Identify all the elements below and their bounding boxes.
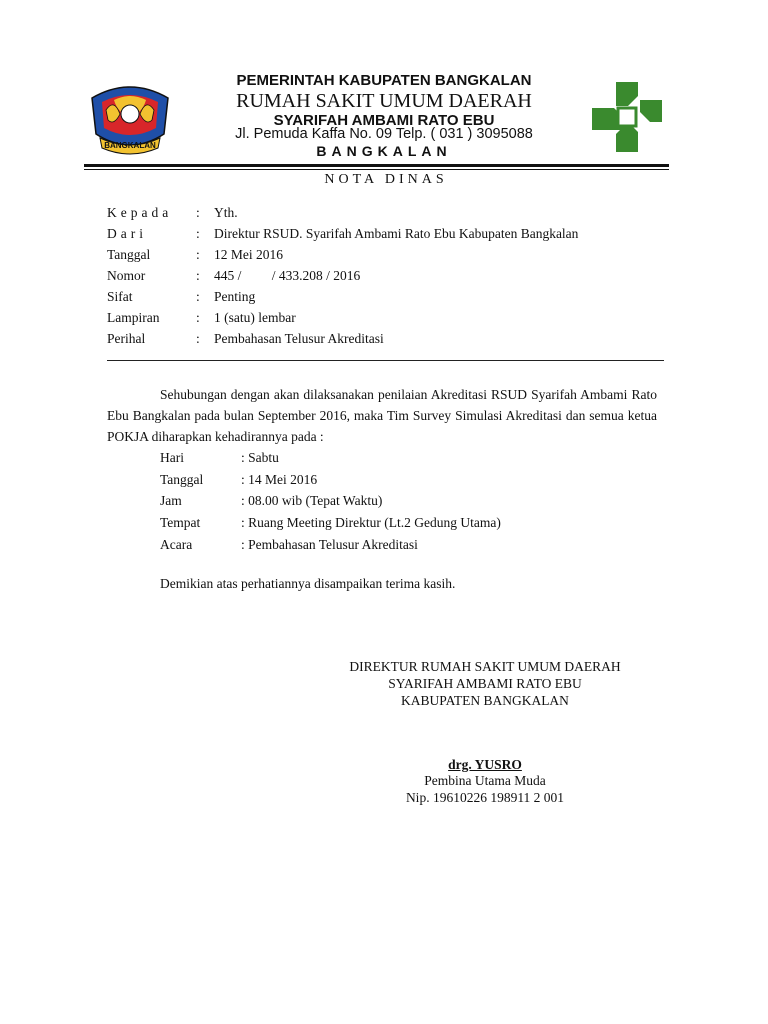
header-value: Direktur RSUD. Syarifah Ambami Rato Ebu Kabupaten Bangkalan: [214, 226, 579, 241]
header-value: 445 / / 433.208 / 2016: [214, 268, 361, 283]
detail-value: : 08.00 wib (Tepat Waktu): [241, 493, 383, 508]
header-value: Pembahasan Telusur Akreditasi: [214, 331, 384, 346]
detail-label: Hari: [160, 450, 184, 465]
detail-label: Tempat: [160, 515, 201, 530]
header-value: 12 Mei 2016: [214, 247, 283, 262]
health-cross-logo-icon: [588, 78, 666, 156]
letterhead-hospital-name: SYARIFAH AMBAMI RATO EBU: [273, 112, 495, 129]
detail-label: Tanggal: [160, 472, 204, 487]
header-label: Perihal: [107, 331, 146, 346]
signature-title-1: DIREKTUR RUMAH SAKIT UMUM DAERAH: [349, 659, 621, 674]
header-label: Tanggal: [107, 247, 151, 262]
detail-value: : 14 Mei 2016: [241, 472, 318, 487]
closing-sentence: Demikian atas perhatiannya disampaikan terima kasih.: [160, 576, 456, 591]
letterhead-rule-thin: [84, 169, 669, 170]
crest-banner-text: BANGKALAN: [104, 141, 156, 150]
letterhead-government: PEMERINTAH KABUPATEN BANGKALAN: [236, 72, 532, 89]
header-value: Penting: [214, 289, 256, 304]
signatory-rank: Pembina Utama Muda: [424, 773, 546, 788]
bangkalan-crest-icon: [84, 80, 176, 158]
detail-value: : Sabtu: [241, 450, 279, 465]
header-label: Lampiran: [107, 310, 160, 325]
letterhead-city: BANGKALAN: [316, 143, 452, 159]
document-title: NOTA DINAS: [324, 172, 448, 187]
header-label: Nomor: [107, 268, 146, 283]
detail-label: Jam: [160, 493, 182, 508]
detail-value: : Pembahasan Telusur Akreditasi: [241, 537, 418, 552]
header-label: Kepada: [107, 205, 173, 220]
body-paragraph: Sehubungan dengan akan dilaksanakan penilaian Akreditasi RSUD Syarifah Ambami Rato Ebu Bangkalan pada bulan September 2016, maka Tim Survey Simulasi Akreditasi dan semua ketua POKJA diharapkan kehadirannya pada :: [107, 387, 657, 444]
signature-title-2: SYARIFAH AMBAMI RATO EBU: [388, 676, 582, 691]
header-value: 1 (satu) lembar: [214, 310, 296, 325]
signature-title-3: KABUPATEN BANGKALAN: [401, 693, 569, 708]
letterhead-address: Jl. Pemuda Kaffa No. 09 Telp. ( 031 ) 3095088: [235, 126, 533, 142]
signatory-name: drg. YUSRO: [448, 757, 522, 772]
detail-label: Acara: [160, 537, 193, 552]
detail-value: : Ruang Meeting Direktur (Lt.2 Gedung Utama): [241, 515, 501, 530]
header-label: Sifat: [107, 289, 133, 304]
header-label: Dari: [107, 226, 147, 241]
letterhead-hospital: RUMAH SAKIT UMUM DAERAH: [236, 90, 532, 112]
signatory-nip: Nip. 19610226 198911 2 001: [405, 790, 565, 805]
letterhead-rule-thick: [84, 164, 669, 167]
header-value: Yth.: [214, 205, 238, 220]
header-separator: [107, 360, 664, 361]
